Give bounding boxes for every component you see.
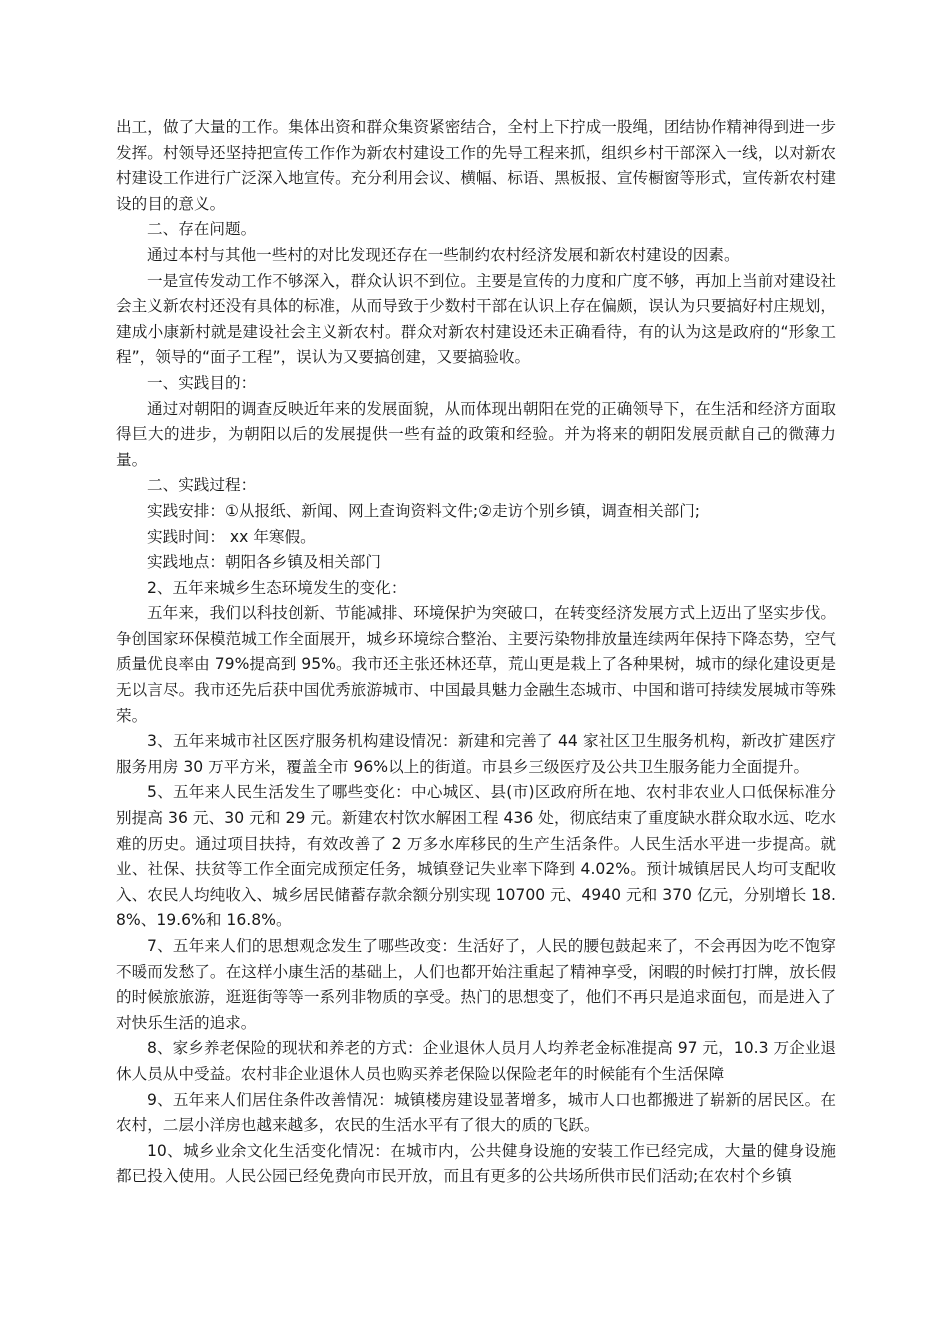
paragraph: 通过本村与其他一些村的对比发现还存在一些制约农村经济发展和新农村建设的因素。 [147, 245, 740, 264]
paragraph: 5、五年来人民生活发生了哪些变化：中心城区、县(市)区政府所在地、农村非农业人口低保标准分别提高 36 元、30 元和 29 元。新建农村饮水解困工程 436 处，彻底结束了重度缺水群众取水远、吃水难的历史。通过项目扶持，有效改善了 2 万多水库移民的生产生活条件。人民生活水平进一步提高。就业、社保、扶贫等工作全面完成预定任务，城镇登记失业率下降到 4.02%。预计城镇居民人均可支配收入、农民人均纯收入、城乡居民储蓄存款余额分别实现 10700 元、4940 元和 370 亿元，分别增长 18.8%、19.6%和 16.8%。 [116, 783, 836, 930]
paragraph: 7、五年来人们的思想观念发生了哪些改变：生活好了，人民的腰包鼓起来了，不会再因为吃不饱穿不暖而发愁了。在这样小康生活的基础上，人们也都开始注重起了精神享受，闲暇的时候打打牌，放长假的时候旅旅游，逛逛街等等一系列非物质的享受。热门的思想变了，他们不再只是追求面包，而是进入了对快乐生活的追求。 [116, 937, 836, 1032]
section-heading: 二、存在问题。 [147, 220, 257, 239]
paragraph: 出工，做了大量的工作。集体出资和群众集资紧密结合，全村上下拧成一股绳，团结协作精神得到进一步发挥。村领导还坚持把宣传工作作为新农村建设工作的先导工程来抓，组织乡村干部深入一线，以对新农村建设工作进行广泛深入地宣传。充分利用会议、横幅、标语、黑板报、宣传橱窗等形式，宣传新农村建设的目的意义。 [116, 118, 836, 213]
paragraph: 10、城乡业余文化生活变化情况：在城市内，公共健身设施的安装工作已经完成，大量的健身设施都已投入使用。人民公园已经免费向市民开放，而且有更多的公共场所供市民们活动;在农村个乡镇 [116, 1141, 836, 1186]
paragraph: 一是宣传发动工作不够深入，群众认识不到位。主要是宣传的力度和广度不够，再加上当前对建设社会主义新农村还没有具体的标准，从而导致于少数村干部在认识上存在偏颇，误认为只要搞好村庄规划，建成小康新村就是建设社会主义新农村。群众对新农村建设还未正确看待，有的认为这是政府的“形象工程”，领导的“面子工程”，误认为又要搞创建，又要搞验收。 [116, 271, 836, 367]
paragraph: 实践安排：①从报纸、新闻、网上查询资料文件;②走访个别乡镇，调查相关部门; [147, 501, 701, 520]
paragraph: 9、五年来人们居住条件改善情况：城镇楼房建设显著增多，城市人口也都搬进了崭新的居民区。在农村，二层小洋房也越来越多，农民的生活水平有了很大的质的飞跃。 [116, 1090, 836, 1135]
paragraph: 实践地点：朝阳各乡镇及相关部门 [147, 553, 381, 572]
paragraph: 实践时间： xx 年寒假。 [147, 527, 316, 546]
paragraph: 通过对朝阳的调查反映近年来的发展面貌，从而体现出朝阳在党的正确领导下，在生活和经济方面取得巨大的进步，为朝阳以后的发展提供一些有益的政策和经验。并为将来的朝阳发展贡献自己的微薄力量。 [116, 399, 836, 469]
paragraph: 3、五年来城市社区医疗服务机构建设情况：新建和完善了 44 家社区卫生服务机构，新改扩建医疗服务用房 30 万平方米，覆盖全市 96%以上的街道。市县乡三级医疗及公共卫生服务能力全面提升。 [116, 732, 836, 776]
paragraph: 8、家乡养老保险的现状和养老的方式：企业退休人员月人均养老金标准提高 97 元，10.3 万企业退休人员从中受益。农村非企业退休人员也购买养老保险以保险老年的时候能有个生活保障 [116, 1039, 836, 1083]
section-heading: 一、实践目的： [147, 373, 257, 392]
document-body [116, 115, 836, 1190]
section-heading: 2、五年来城乡生态环境发生的变化： [147, 578, 407, 597]
section-heading: 二、实践过程： [147, 476, 257, 495]
paragraph: 五年来，我们以科技创新、节能减排、环境保护为突破口，在转变经济发展方式上迈出了坚实步伐。争创国家环保模范城工作全面展开，城乡环境综合整治、主要污染物排放量连续两年保持下降态势，空气质量优良率由 79%提高到 95%。我市还主张还林还草，荒山更是栽上了各种果树，城市的绿化建设更是无以言尽。我市还先后获中国优秀旅游城市、中国最具魅力金融生态城市、中国和谐可持续发展城市等殊荣。 [116, 604, 836, 725]
